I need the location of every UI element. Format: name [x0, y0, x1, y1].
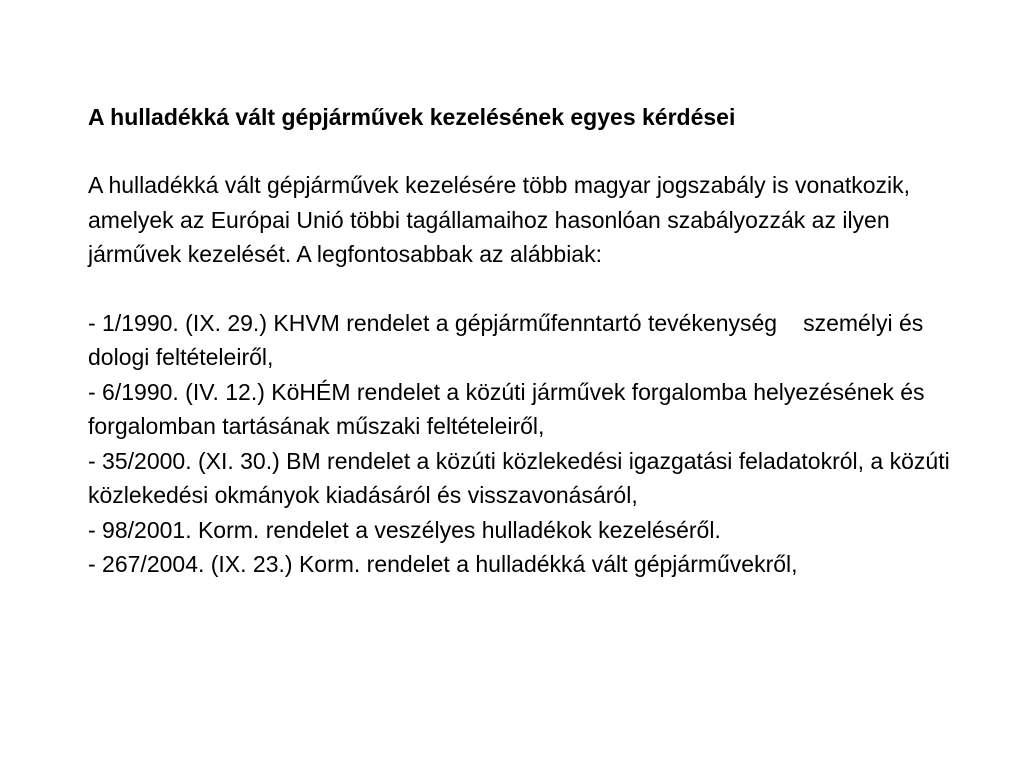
- law-item: [88, 306, 968, 375]
- slide-content: [88, 100, 968, 582]
- law-item-text-part1: - 1/1990. (IX. 29.) KHVM rendelet a gépjárműfenntartó tevékenység: [88, 309, 778, 336]
- law-item: - 267/2004. (IX. 23.) Korm. rendelet a hulladékká vált gépjárművekről,: [88, 551, 798, 577]
- intro-paragraph: A hulladékká vált gépjárművek kezelésére több magyar jogszabály is vonatkozik, amelyek az Európai Unió többi tagállamaihoz hasonlóan szabályozzák az ilyen járművek kezelését. A legfontosabbak az alábbiak:: [88, 172, 911, 267]
- law-item: - 98/2001. Korm. rendelet a veszélyes hulladékok kezeléséről.: [88, 516, 721, 543]
- law-item: - 6/1990. (IV. 12.) KöHÉM rendelet a közúti járművek forgalomba helyezésének és forgalomban tartásának műszaki feltételeiről,: [88, 378, 925, 439]
- law-item-text-part2: személyi és dologi feltételeiről,: [88, 309, 924, 370]
- law-item: - 35/2000. (XI. 30.) BM rendelet a közúti közlekedési igazgatási feladatokról, a közúti közlekedési okmányok kiadásáról és visszavonásáról,: [88, 447, 950, 508]
- slide-title: A hulladékká vált gépjárművek kezelésének egyes kérdései: [88, 104, 736, 130]
- law-list: [88, 306, 968, 582]
